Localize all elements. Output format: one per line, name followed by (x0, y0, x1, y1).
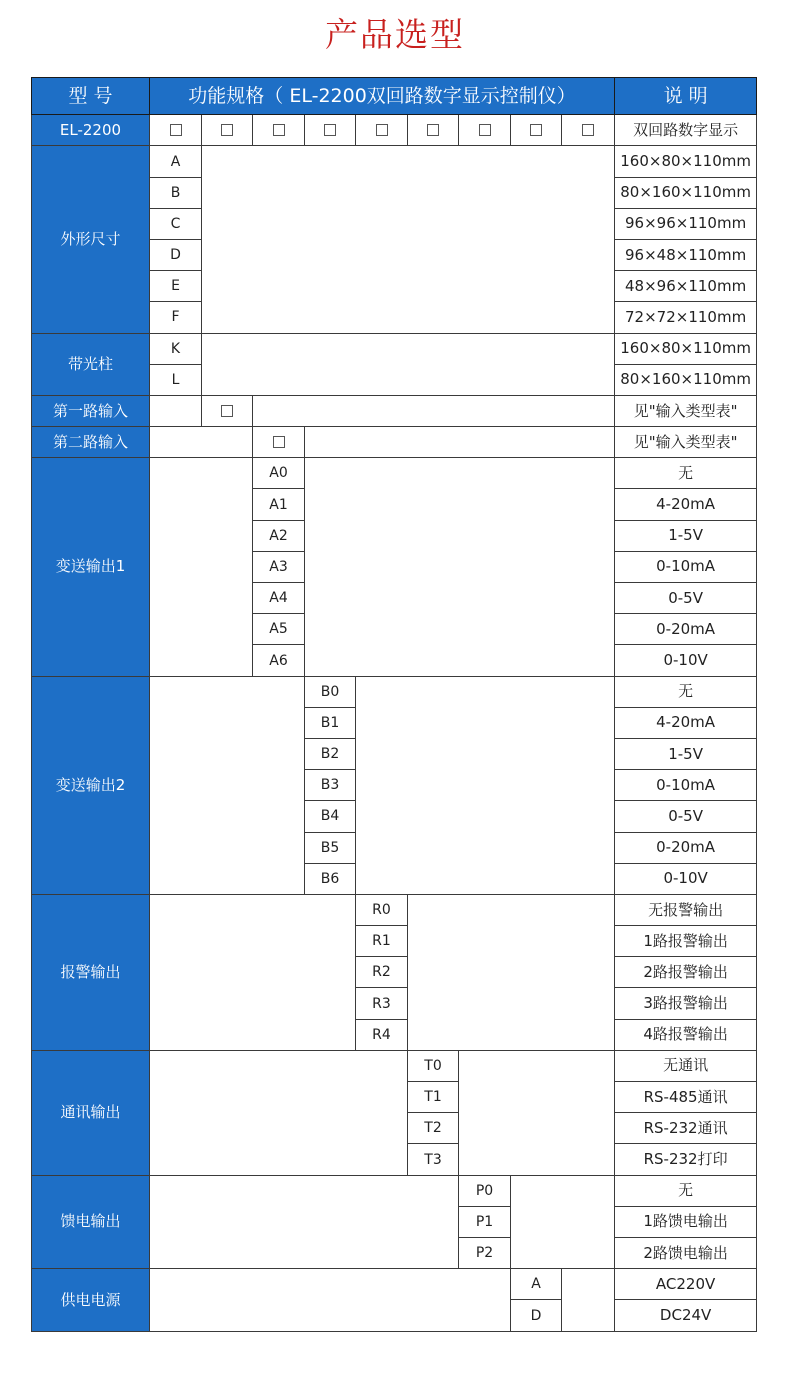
table-row (32, 894, 757, 925)
option-code: A3 (253, 551, 305, 582)
checkbox-icon[interactable] (582, 124, 594, 136)
group-label: 带光柱 (32, 333, 150, 395)
option-desc: 0-5V (615, 801, 757, 832)
option-code: A4 (253, 583, 305, 614)
spacer-cell (253, 395, 615, 426)
checkbox-icon[interactable] (479, 124, 491, 136)
model-checkbox-cell[interactable] (150, 115, 202, 146)
model-checkbox-cell[interactable] (511, 115, 562, 146)
option-desc: 160×80×110mm (615, 146, 757, 177)
option-code: R3 (356, 988, 408, 1019)
table-row (32, 676, 757, 707)
option-desc: 0-10mA (615, 770, 757, 801)
spacer-cell (150, 427, 253, 458)
table-row (32, 78, 757, 115)
option-desc: 无 (615, 1175, 757, 1206)
spacer-cell (511, 1175, 615, 1269)
model-checkbox-cell[interactable] (356, 115, 408, 146)
option-code: T3 (408, 1144, 459, 1175)
model-desc: 双回路数字显示 (615, 115, 757, 146)
group-label: 第一路输入 (32, 395, 150, 426)
option-desc: 0-10mA (615, 551, 757, 582)
option-code: B5 (305, 832, 356, 863)
option-code: A2 (253, 520, 305, 551)
option-desc: RS-232通讯 (615, 1113, 757, 1144)
checkbox-icon[interactable] (273, 124, 285, 136)
table-row (32, 146, 757, 177)
group-label: 外形尺寸 (32, 146, 150, 333)
spacer-cell (408, 894, 615, 1050)
option-desc: 80×160×110mm (615, 364, 757, 395)
option-desc: 0-10V (615, 645, 757, 676)
checkbox-icon[interactable] (170, 124, 182, 136)
option-code: P0 (459, 1175, 511, 1206)
option-code: T0 (408, 1050, 459, 1081)
option-desc: DC24V (615, 1300, 757, 1332)
option-desc: 见"输入类型表" (615, 427, 757, 458)
checkbox-icon[interactable] (376, 124, 388, 136)
option-code: P2 (459, 1237, 511, 1268)
option-desc: 1路馈电输出 (615, 1206, 757, 1237)
option-code: D (511, 1300, 562, 1332)
spacer-cell (459, 1050, 615, 1175)
option-desc: 4-20mA (615, 489, 757, 520)
spacer-cell (150, 1050, 408, 1175)
header-desc: 说 明 (615, 78, 757, 115)
option-desc: 1路报警输出 (615, 926, 757, 957)
option-code: B6 (305, 863, 356, 894)
option-desc: 无 (615, 676, 757, 707)
option-code: R4 (356, 1019, 408, 1050)
spacer-cell (150, 395, 202, 426)
option-code: D (150, 239, 202, 270)
option-desc: 0-20mA (615, 832, 757, 863)
option-code: L (150, 364, 202, 395)
group-label: 报警输出 (32, 894, 150, 1050)
option-desc: 3路报警输出 (615, 988, 757, 1019)
option-desc: 96×48×110mm (615, 239, 757, 270)
spacer-cell (150, 1269, 511, 1332)
option-desc: 0-20mA (615, 614, 757, 645)
checkbox-icon[interactable] (273, 436, 285, 448)
option-desc: 无报警输出 (615, 894, 757, 925)
option-desc: 无 (615, 458, 757, 489)
spacer-cell (305, 427, 615, 458)
option-code: T2 (408, 1113, 459, 1144)
table-row (32, 427, 757, 458)
option-code: A (150, 146, 202, 177)
option-code: T1 (408, 1082, 459, 1113)
spacer-cell (150, 458, 253, 676)
model-checkbox-cell[interactable] (459, 115, 511, 146)
option-desc: 无通讯 (615, 1050, 757, 1081)
spacer-cell (202, 333, 615, 395)
checkbox-icon[interactable] (221, 405, 233, 417)
model-checkbox-cell[interactable] (202, 115, 253, 146)
option-desc: 1-5V (615, 520, 757, 551)
option-code: P1 (459, 1206, 511, 1237)
spacer-cell (202, 146, 615, 333)
group-label: 变送输出2 (32, 676, 150, 894)
table-row (32, 333, 757, 364)
option-code: B (150, 177, 202, 208)
group-label: 变送输出1 (32, 458, 150, 676)
option-desc: 见"输入类型表" (615, 395, 757, 426)
option-code: E (150, 271, 202, 302)
option-desc: 0-10V (615, 863, 757, 894)
option-desc: 4-20mA (615, 707, 757, 738)
spacer-cell (562, 1269, 615, 1332)
table-row (32, 458, 757, 489)
option-desc: 96×96×110mm (615, 208, 757, 239)
option-code: R2 (356, 957, 408, 988)
model-checkbox-cell[interactable] (305, 115, 356, 146)
group-label: 供电电源 (32, 1269, 150, 1332)
header-model: 型 号 (32, 78, 150, 115)
spacer-cell (356, 676, 615, 894)
option-desc: 160×80×110mm (615, 333, 757, 364)
group-label: 通讯输出 (32, 1050, 150, 1175)
checkbox-icon[interactable] (530, 124, 542, 136)
model-checkbox-cell[interactable] (408, 115, 459, 146)
header-spec: 功能规格（ EL-2200双回路数字显示控制仪） (150, 78, 615, 115)
option-desc: 48×96×110mm (615, 271, 757, 302)
option-code: B0 (305, 676, 356, 707)
option-code: B1 (305, 707, 356, 738)
model-checkbox-cell[interactable] (253, 115, 305, 146)
checkbox-icon[interactable] (221, 124, 233, 136)
table-row (32, 1269, 757, 1300)
option-desc: RS-485通讯 (615, 1082, 757, 1113)
option-code: F (150, 302, 202, 333)
input-checkbox-cell[interactable] (202, 395, 253, 426)
option-code: R0 (356, 894, 408, 925)
option-desc: 4路报警输出 (615, 1019, 757, 1050)
input-checkbox-cell[interactable] (253, 427, 305, 458)
spacer-cell (150, 894, 356, 1050)
option-desc: 72×72×110mm (615, 302, 757, 333)
checkbox-icon[interactable] (324, 124, 336, 136)
option-desc: 0-5V (615, 583, 757, 614)
model-checkbox-cell[interactable] (562, 115, 615, 146)
option-code: B3 (305, 770, 356, 801)
option-code: B4 (305, 801, 356, 832)
option-code: C (150, 208, 202, 239)
option-code: A0 (253, 458, 305, 489)
option-code: A1 (253, 489, 305, 520)
option-desc: 2路馈电输出 (615, 1237, 757, 1268)
spacer-cell (150, 1175, 459, 1269)
option-desc: 80×160×110mm (615, 177, 757, 208)
group-label: 第二路输入 (32, 427, 150, 458)
selection-table (31, 77, 757, 1332)
table-row (32, 1175, 757, 1206)
table-row (32, 115, 757, 146)
option-desc: 1-5V (615, 738, 757, 769)
group-label: 馈电输出 (32, 1175, 150, 1269)
spacer-cell (150, 676, 305, 894)
option-code: A (511, 1269, 562, 1300)
page-title: 产品选型 (325, 15, 465, 54)
checkbox-icon[interactable] (427, 124, 439, 136)
option-code: K (150, 333, 202, 364)
option-code: R1 (356, 926, 408, 957)
option-desc: RS-232打印 (615, 1144, 757, 1175)
option-desc: 2路报警输出 (615, 957, 757, 988)
option-code: A6 (253, 645, 305, 676)
table-row (32, 1050, 757, 1081)
option-desc: AC220V (615, 1269, 757, 1300)
option-code: B2 (305, 738, 356, 769)
table-row (32, 395, 757, 426)
spacer-cell (305, 458, 615, 676)
option-code: A5 (253, 614, 305, 645)
model-cell: EL-2200 (32, 115, 150, 146)
